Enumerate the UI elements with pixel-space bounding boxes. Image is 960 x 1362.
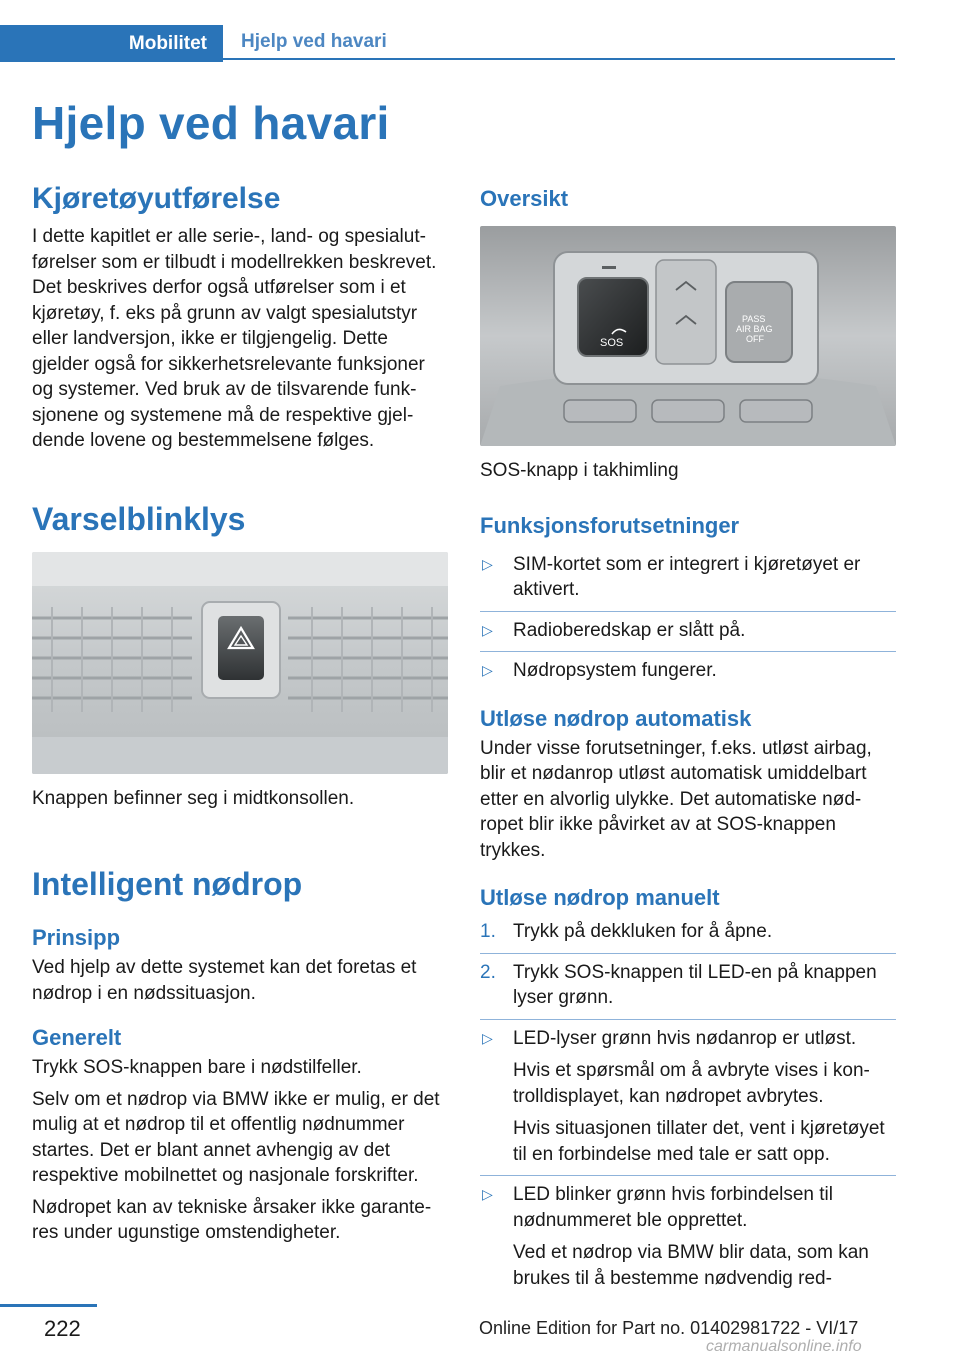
tab-hjelp-ved-havari[interactable]: Hjelp ved havari	[223, 25, 895, 60]
list-item: 2. Trykk SOS-knappen til LED-en på knappen lyser grønn.	[480, 953, 896, 1019]
heading-generelt: Generelt	[32, 1025, 122, 1050]
list-steps	[480, 913, 896, 1019]
list-item: ▷ Radioberedskap er slått på.	[480, 611, 896, 652]
airbag-label-1: PASS	[742, 314, 766, 324]
paragraph-generelt-1: Trykk SOS-knappen bare i nødstilfeller.	[32, 1057, 362, 1078]
airbag-label-3: OFF	[746, 334, 764, 344]
paragraph-generelt-2: Selv om et nødrop via BMW ikke er mulig, er det mulig at et nødrop til et offentlig nødnummer startes. Det er blant annet avhengig av det respektive mobilnettet og nasjonale forskrifter.	[32, 1088, 440, 1186]
paragraph-generelt-3: Nødropet kan av tekniske årsaker ikke garanteres under ugunstige omstendigheter.	[32, 1196, 432, 1243]
triangle-bullet-icon: ▷	[482, 1186, 493, 1202]
watermark: carmanualsonline.info	[706, 1338, 862, 1355]
chapter-header	[0, 25, 895, 62]
sos-button-photo	[480, 226, 896, 446]
list-item: ▷ SIM-kortet som er integrert i kjøretøyet er aktivert.	[482, 553, 861, 600]
triangle-bullet-icon: ▷	[482, 621, 493, 638]
right-column	[480, 180, 896, 1299]
list-item: ▷ LED blinker grønn hvis forbindelsen til nødnummeret ble opprettet. Ved et nødrop via BMW blir data, som kan brukes til å bestemme nødvendig red-	[480, 1175, 896, 1299]
edition-info: Online Edition for Part no. 01402981722 - VI/17	[479, 1318, 859, 1338]
page-number: 222	[44, 1316, 81, 1341]
paragraph-utlose-automatisk: Under visse forutsetninger, f.eks. utløst airbag, blir et nødanrop utløst automatisk umiddelbart etter en alvorlig ulykke. Det automatiske nødropet blir ikke påvirket av at SOS-knappen trykkes.	[480, 737, 872, 861]
sos-label: SOS	[600, 337, 624, 349]
list-item: 1. Trykk på dekkluken for å åpne.	[480, 921, 773, 942]
paragraph-prinsipp: Ved hjelp av dette systemet kan det foretas et nødrop i en nødssituasjon.	[32, 957, 417, 1004]
heading-intelligent-nodrop: Intelligent nødrop	[32, 866, 303, 902]
heading-oversikt: Oversikt	[480, 186, 569, 211]
list-item: ▷ LED-lyser grønn hvis nødanrop er utløst. Hvis et spørsmål om å avbryte vises i kontrolldisplayet, kan nødropet avbrytes. Hvis situasjonen tillater det, vent i kjøretøyet til en forbindelse med tale er satt opp.	[480, 1019, 896, 1176]
tab-mobilitet[interactable]: Mobilitet	[0, 25, 223, 62]
list-led-status	[480, 1019, 896, 1300]
triangle-bullet-icon: ▷	[482, 662, 493, 678]
heading-utlose-manuelt: Utløse nødrop manuelt	[480, 885, 720, 910]
paragraph-kjoretoyutforelse: I dette kapitlet er alle serie-, land- og spesialutførelser som er tilbudt i modellrekken beskrevet. Det beskrives derfor også utførelser som i et kjøretøy, f. eks på grunn av valgt spesialutstyr eller landversjon, ikke er tilgjengelig. Dette gjelder også for sikkerhetsrelevante funksjoner og systemer. Ved bruk av de tilsvarende funksjonene og systemene må de respektive gjeldende lovene og bestemmelsene følges.	[32, 226, 437, 451]
heading-funksjonsforutsetninger: Funksjonsforutsetninger	[480, 512, 740, 538]
footer-rule	[0, 1304, 97, 1307]
triangle-bullet-icon: ▷	[482, 555, 493, 572]
list-item: ▷ Nødropsystem fungerer.	[480, 651, 896, 692]
heading-prinsipp: Prinsipp	[32, 925, 121, 950]
left-column	[32, 182, 448, 1246]
page-title: Hjelp ved havari	[32, 97, 390, 149]
heading-utlose-automatisk: Utløse nødrop automatisk	[480, 705, 752, 731]
triangle-bullet-icon: ▷	[482, 1029, 493, 1046]
list-funksjonsforutsetninger	[480, 546, 896, 692]
heading-kjoretoyutforelse: Kjøretøyutførelse	[32, 182, 281, 215]
caption-hazard: Knappen befinner seg i midtkonsollen.	[32, 787, 355, 809]
hazard-switch-photo	[32, 552, 448, 774]
airbag-label-2: AIR BAG	[736, 324, 773, 334]
caption-sos: SOS-knapp i takhimling	[480, 460, 679, 481]
heading-varselblinklys: Varselblinklys	[32, 500, 246, 537]
